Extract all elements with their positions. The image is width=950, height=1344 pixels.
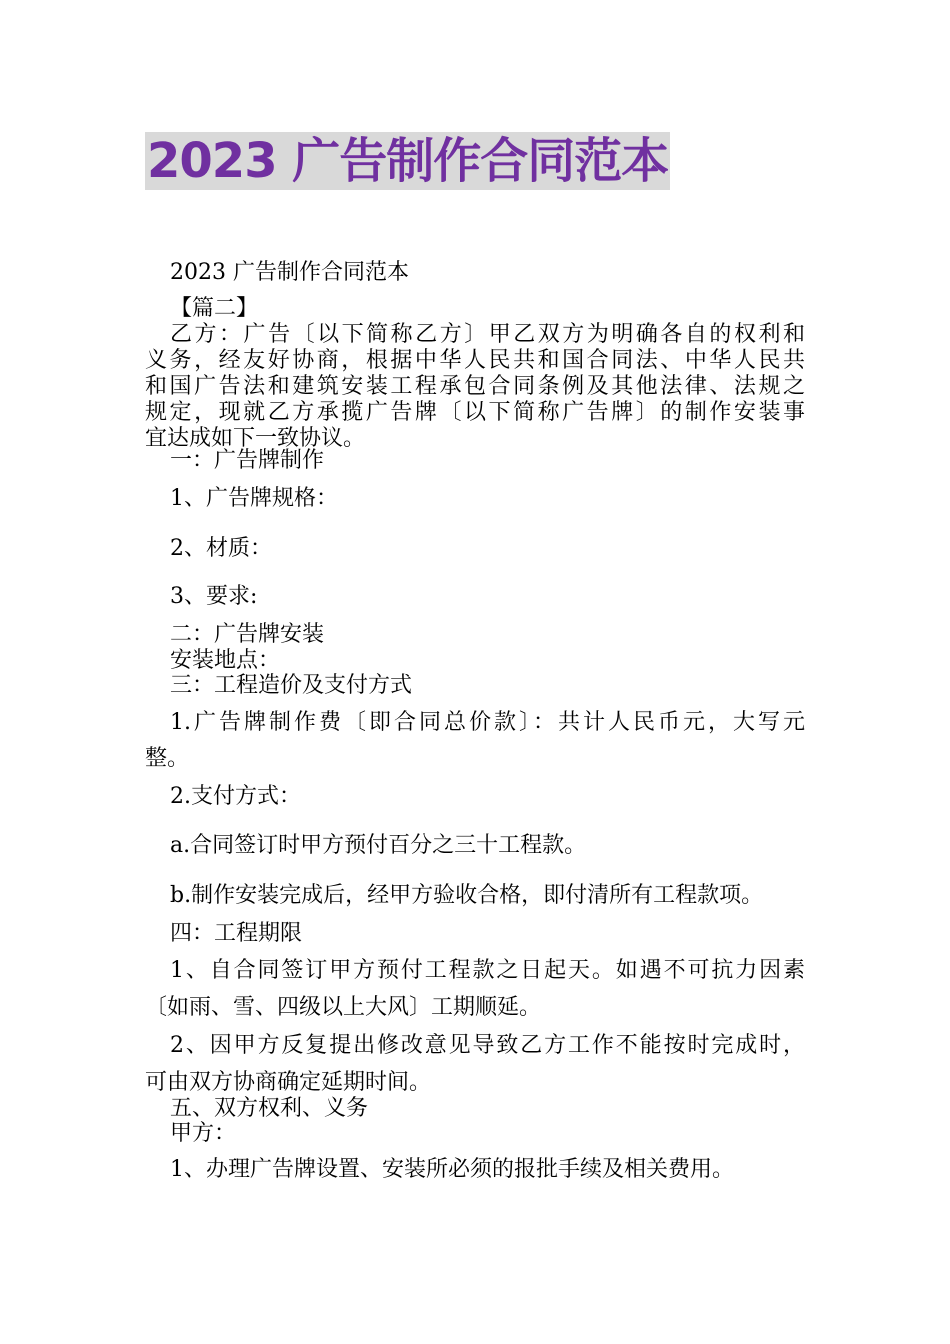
list-item: 3、要求: [170, 584, 258, 609]
heading-line: 三：工程造价及支付方式 [170, 673, 413, 698]
list-item: a.合同签订时甲方预付百分之三十工程款。 [170, 833, 587, 858]
paragraph-line: 宜达成如下一致协议。 [145, 426, 366, 451]
paragraph-line: 甲方： [170, 1121, 237, 1146]
paragraph-line: 2、因甲方反复提出修改意见导致乙方工作不能按时完成时， [170, 1033, 805, 1058]
list-item: 1、办理广告牌设置、安装所必须的报批手续及相关费用。 [170, 1157, 734, 1182]
paragraph-line: 〔如雨、雪、四级以上大风〕工期顺延。 [145, 995, 542, 1020]
list-item: 1、广告牌规格： [170, 486, 338, 511]
paragraph-line: 整。 [145, 746, 190, 771]
heading-line: 二：广告牌安装 [170, 622, 325, 647]
paragraph-line: 可由双方协商确定延期时间。 [145, 1070, 432, 1095]
list-item: 2.支付方式： [170, 784, 301, 809]
paragraph-line: 乙方：广告〔以下简称乙方〕甲乙双方为明确各自的权利和 [170, 322, 805, 347]
heading-line: 四：工程期限 [170, 921, 303, 946]
paragraph-line: 安装地点： [170, 648, 281, 673]
section-label: 【篇二】 [170, 296, 259, 321]
paragraph-line: 义务，经友好协商，根据中华人民共和国合同法、中华人民共 [145, 348, 805, 373]
document-title: 2023 广告制作合同范本 [147, 133, 669, 189]
list-item: b.制作安装完成后，经甲方验收合格，即付清所有工程款项。 [170, 883, 764, 908]
list-item: 2、材质： [170, 536, 272, 561]
heading-line: 五、双方权利、义务 [170, 1096, 369, 1121]
heading-line: 一：广告牌制作 [170, 448, 325, 473]
subtitle-line: 2023 广告制作合同范本 [170, 260, 409, 285]
paragraph-line: 和国广告法和建筑安装工程承包合同条例及其他法律、法规之 [145, 374, 805, 399]
paragraph-line: 1、自合同签订甲方预付工程款之日起天。如遇不可抗力因素 [170, 958, 805, 983]
paragraph-line: 规定，现就乙方承揽广告牌〔以下简称广告牌〕的制作安装事 [145, 400, 805, 425]
paragraph-line: 1.广告牌制作费〔即合同总价款〕：共计人民币元，大写元 [170, 710, 805, 735]
